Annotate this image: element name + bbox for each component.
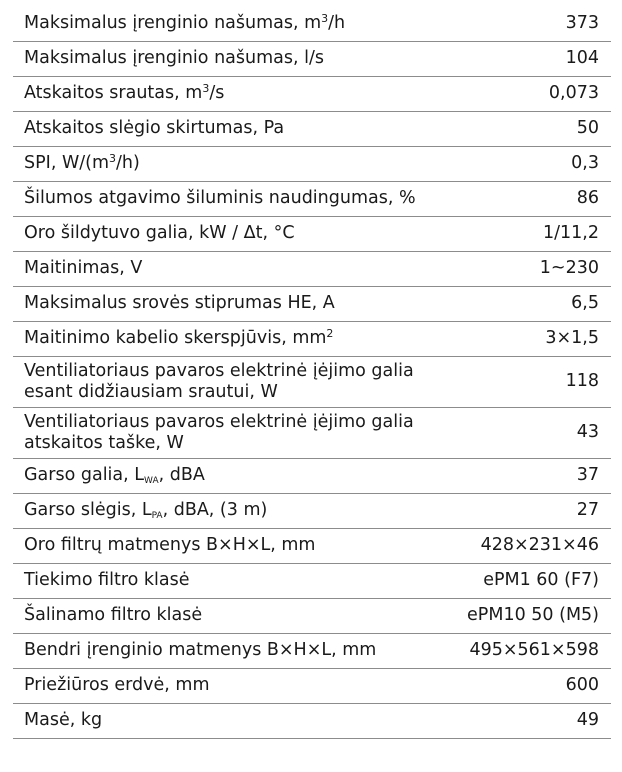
spec-row [13,181,611,216]
spec-row [13,216,611,251]
spec-value: 495×561×598 [469,640,599,660]
spec-label: Priežiūros erdvė, mm [24,675,210,695]
spec-row [13,356,611,407]
spec-row [13,703,611,738]
spec-value: 104 [565,48,599,68]
spec-row [13,251,611,286]
spec-label: Ventiliatoriaus pavaros elektrinė įėjimo galia esant didžiausiam srautui, W [24,360,414,402]
spec-row [13,598,611,633]
spec-label: Ventiliatoriaus pavaros elektrinė įėjimo galia atskaitos taške, W [24,411,414,453]
spec-row [13,76,611,111]
spec-row [13,563,611,598]
spec-row [13,41,611,76]
specifications-table [13,6,611,739]
spec-label: Šalinamo filtro klasė [24,605,203,625]
spec-value: 0,073 [548,83,599,103]
spec-row [13,146,611,181]
spec-value: 49 [576,710,599,730]
spec-label: Maitinimas, V [24,258,143,278]
spec-row [13,6,611,41]
spec-label: Šilumos atgavimo šiluminis naudingumas, % [24,188,416,208]
spec-label: Maksimalus įrenginio našumas, $m^3/h$ [24,11,346,33]
spec-row [13,458,611,493]
spec-row [13,407,611,458]
spec-value: ePM1 60 (F7) [483,570,599,590]
spec-label: Tiekimo filtro klasė [24,570,190,590]
spec-label: Garso slėgis, $L_{PA}$, dBA, (3 m) [24,500,268,521]
spec-row [13,528,611,563]
spec-value: 3×1,5 [545,328,599,348]
spec-value: ePM10 50 (M5) [467,605,599,625]
spec-value: 43 [576,422,599,442]
spec-label: Masė, kg [24,710,103,730]
spec-value: 6,5 [571,293,599,313]
spec-value: 86 [576,188,599,208]
spec-value: 428×231×46 [480,535,599,555]
spec-value: 600 [565,675,599,695]
spec-value: 0,3 [571,153,599,173]
spec-label: Bendri įrenginio matmenys B×H×L, mm [24,640,377,660]
spec-label: Garso galia, $L_{WA}$, dBA [24,465,205,486]
spec-label: Maksimalus srovės stiprumas HE, A [24,293,335,313]
spec-label: Atskaitos srautas, $m^3/s$ [24,82,225,103]
spec-value: 50 [576,118,599,138]
spec-label: SPI, $W/(m^3/h)$ [24,152,140,173]
spec-row [13,668,611,703]
spec-value: 27 [576,500,599,520]
spec-row [13,286,611,321]
spec-value: 37 [576,465,599,485]
spec-value: 118 [565,371,599,391]
spec-row [13,493,611,528]
spec-value: 1~230 [539,258,599,278]
spec-value: 1/11,2 [543,223,599,243]
spec-row [13,321,611,356]
specifications-body [13,6,611,738]
spec-row [13,111,611,146]
spec-label: Atskaitos slėgio skirtumas, Pa [24,118,285,138]
spec-label: Oro filtrų matmenys B×H×L, mm [24,535,316,555]
spec-row [13,633,611,668]
spec-label: Maitinimo kabelio skerspjūvis, $mm^2$ [24,327,334,348]
spec-label: Oro šildytuvo galia, kW / Δt, °C [24,223,295,243]
spec-label: Maksimalus įrenginio našumas, l/s [24,48,324,68]
spec-value: 373 [565,12,599,33]
